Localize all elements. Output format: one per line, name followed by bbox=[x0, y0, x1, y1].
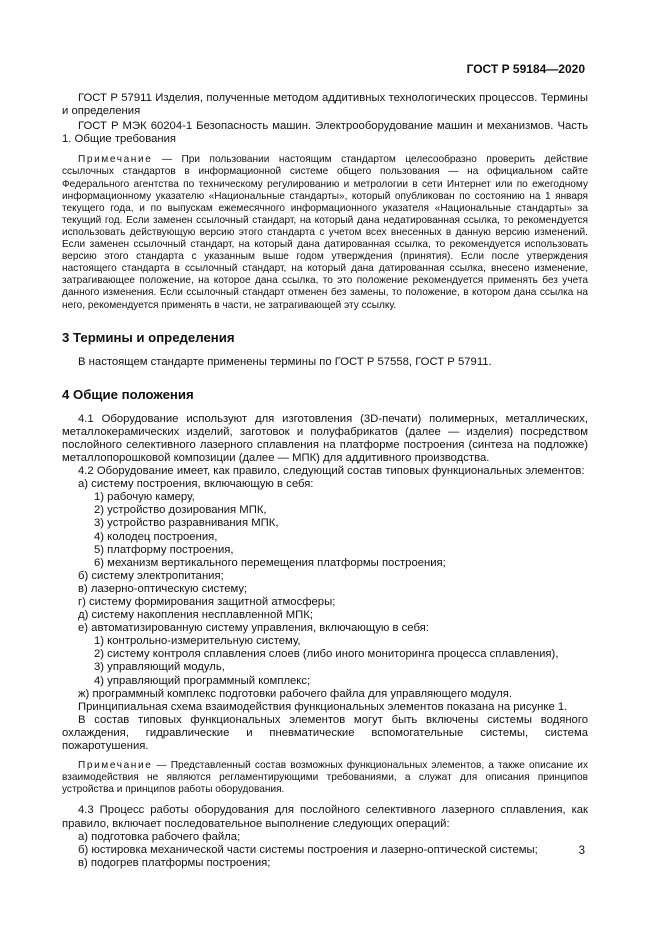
sub-item: 2) систему контроля сплавления слоев (либо иного мониторинга процесса сплавления), bbox=[94, 648, 559, 661]
section-3-title: 3 Термины и определения bbox=[62, 329, 235, 345]
operation-item: б) юстировка механической части системы построения и лазерно-оптической системы; bbox=[78, 843, 538, 856]
reference-gost-57911: ГОСТ Р 57911 Изделия, полученные методом аддитивных технологических процессов. Термины и определения bbox=[62, 92, 588, 118]
note-label: Примечание bbox=[78, 760, 153, 772]
clause-4-1: 4.1 Оборудование используют для изготовления (3D-печати) полимерных, металлических, металлокерамических изделий, заготовок и полуфабрикатов (далее — изделия) посредством послойного селективного лазерного сплавления на платформе построения (синтеза на подложке) металлопорошковой композиции (далее — МПК) для аддитивного производства. bbox=[62, 412, 588, 464]
section-4-title: 4 Общие положения bbox=[62, 386, 194, 402]
operation-item: а) подготовка рабочего файла; bbox=[78, 830, 241, 843]
list-item: г) систему формирования защитной атмосферы; bbox=[78, 596, 336, 608]
list-item: е) автоматизированную систему управления, включающую в себя: bbox=[78, 622, 429, 635]
sub-item: 4) колодец построения, bbox=[94, 530, 218, 543]
sub-item: 3) устройство разравнивания МПК, bbox=[94, 517, 279, 530]
section-3-text: В настоящем стандарте применены термины по ГОСТ Р 57558, ГОСТ Р 57911. bbox=[78, 355, 492, 368]
clause-4-2: 4.2 Оборудование имеет, как правило, следующий состав типовых функциональных элементов: bbox=[78, 465, 585, 478]
note-composition bbox=[62, 760, 588, 796]
note-label: Примечание bbox=[78, 154, 153, 166]
sub-item: 4) управляющий программный комплекс; bbox=[94, 674, 311, 687]
list-item: д) систему накопления несплавленной МПК; bbox=[78, 609, 314, 622]
operation-item: в) подогрев платформы построения; bbox=[78, 856, 271, 869]
document-id-header: ГОСТ Р 59184—2020 bbox=[466, 62, 585, 76]
page-content bbox=[62, 92, 588, 870]
sub-item: 1) контрольно-измерительную систему, bbox=[94, 635, 301, 648]
list-item: б) систему электропитания; bbox=[78, 569, 224, 582]
extra-systems-text: В состав типовых функциональных элементов могут быть включены системы водяного охлаждения, гидравлические и пневматические вспомогательные системы, система пожаротушения. bbox=[62, 713, 588, 753]
list-item: в) лазерно-оптическую систему; bbox=[78, 582, 248, 595]
clause-4-3: 4.3 Процесс работы оборудования для послойного селективного лазерного сплавления, как правило, включает последовательное выполнение следующих операций: bbox=[62, 804, 588, 830]
sub-item: 6) механизм вертикального перемещения платформы построения; bbox=[94, 556, 446, 569]
note-references bbox=[62, 154, 588, 311]
sub-item: 5) платформу построения, bbox=[94, 543, 234, 556]
list-item-a: а) систему построения, включающую в себя: bbox=[78, 478, 314, 491]
sub-item: 1) рабочую камеру, bbox=[94, 491, 195, 504]
page-number: 3 bbox=[578, 845, 585, 857]
list-item-zh: ж) программный комплекс подготовки рабочего файла для управляющего модуля. bbox=[78, 687, 513, 700]
note-text: — При пользовании настоящим стандартом целесообразно проверить действие ссылочных стандартов в информационной системе общего пользования — на официальном сайте Федерального агентства по техническому регулированию и метрологии в сети Интернет или по ежегодному информационному указателю «Национальные стандарты», который опубликован по состоянию на 1 января текущего года, и по выпускам ежемесячного информационного указателя «Национальные стандарты» за текущий год. Если заменен ссылочный стандарт, на который дана недатированная ссылка, то рекомендуется использовать действующую версию этого стандарта с учетом всех внесенных в данную версию изменений. Если заменен ссылочный стандарт, на который дана датированная ссылка, то рекомендуется использовать версию этого стандарта с указанным выше годом утверждения (принятия). Если после утверждения настоящего стандарта в ссылочный стандарт, на который дана датированная ссылка, внесено изменение, затрагивающее положение, на которое дана ссылка, то это положение рекомендуется применять без учета данного изменения. Если ссылочный стандарт отменен без замены, то положение, в котором дана ссылка на него, рекомендуется применять в части, не затрагивающей эту ссылку. bbox=[62, 154, 588, 311]
sub-item: 2) устройство дозирования МПК, bbox=[94, 504, 267, 517]
note-text: — Представленный состав возможных функциональных элементов, а также описание их взаимодействия не являются регламентирующими требованиями, а служат для описания принципов устройства и принципов работы оборудования. bbox=[62, 760, 588, 796]
scheme-reference: Принципиальная схема взаимодействия функциональных элементов показана на рисунке 1. bbox=[78, 700, 568, 713]
sub-item: 3) управляющий модуль, bbox=[94, 661, 225, 674]
reference-gost-iec-60204: ГОСТ Р МЭК 60204-1 Безопасность машин. Электрооборудование машин и механизмов. Часть 1. Общие требования bbox=[62, 120, 588, 146]
